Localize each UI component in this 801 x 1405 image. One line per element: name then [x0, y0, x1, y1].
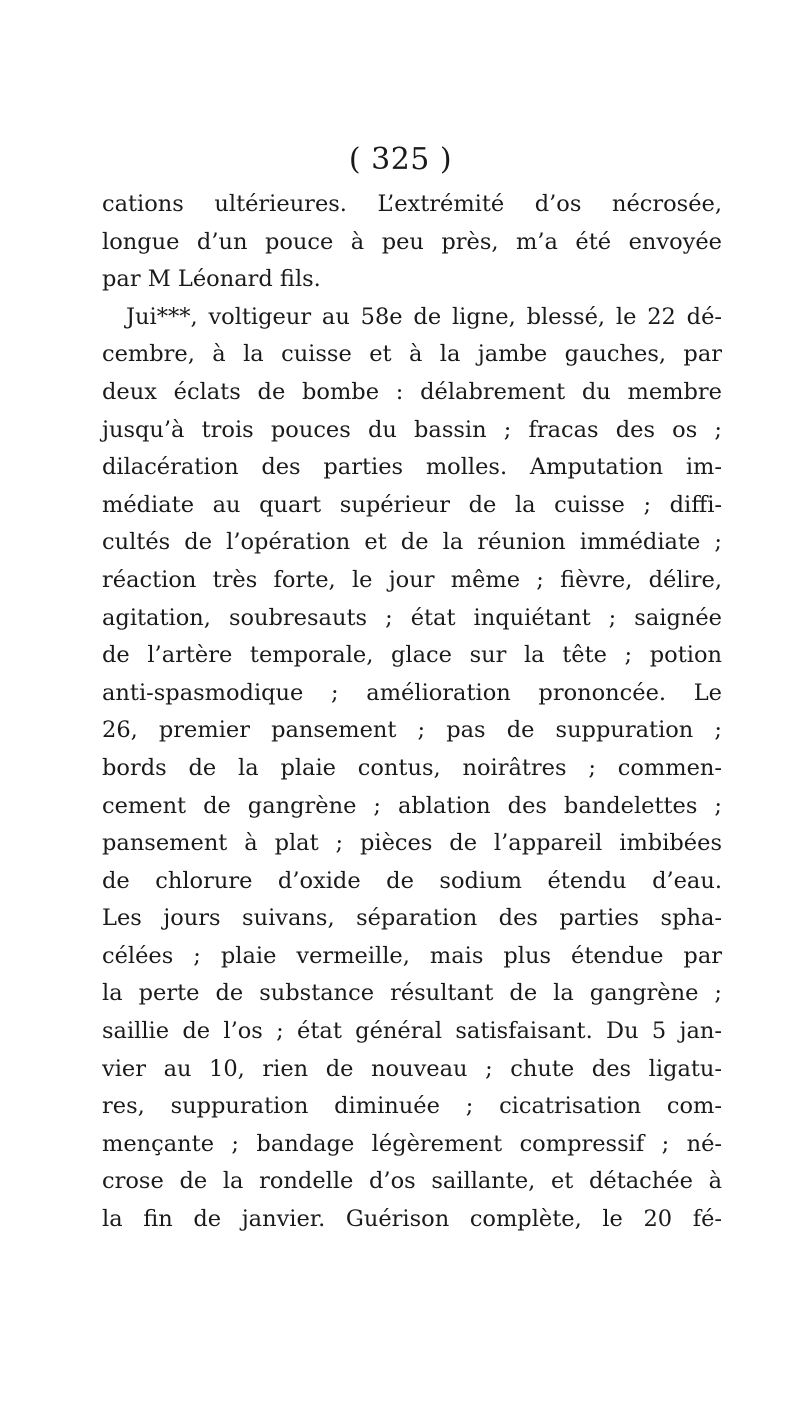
text-line: cembre, à la cuisse et à la jambe gauches, par — [102, 341, 722, 368]
text-line: célées ; plaie vermeille, mais plus étendue par — [102, 942, 722, 969]
text-line: res, suppuration diminuée ; cicatrisation com- — [102, 1093, 722, 1120]
text-line: la perte de substance résultant de la gangrène ; — [102, 980, 722, 1007]
text-line: la fin de janvier. Guérison complète, le 20 fé- — [102, 1206, 722, 1233]
text-line: cement de gangrène ; ablation des bandelettes ; — [102, 792, 722, 819]
text-line: crose de la rondelle d’os saillante, et détachée à — [102, 1168, 722, 1195]
text-line: de l’artère temporale, glace sur la tête ; potion — [102, 642, 722, 669]
text-line: bords de la plaie contus, noirâtres ; commen- — [102, 754, 722, 781]
text-line: dilacération des parties molles. Amputation im- — [102, 454, 722, 481]
text-line: cultés de l’opération et de la réunion immédiate ; — [102, 529, 722, 556]
text-line: 26, premier pansement ; pas de suppuration ; — [102, 717, 722, 744]
text-line: agitation, soubresauts ; état inquiétant ; saignée — [102, 604, 722, 631]
body-text — [102, 186, 722, 1239]
text-line: Les jours suivans, séparation des parties spha- — [102, 905, 722, 932]
text-line: anti-spasmodique ; amélioration prononcée. Le — [102, 679, 722, 706]
text-line: deux éclats de bombe : délabrement du membre — [102, 378, 722, 405]
text-line: réaction très forte, le jour même ; fièvre, délire, — [102, 566, 722, 593]
text-line: pansement à plat ; pièces de l’appareil imbibées — [102, 830, 722, 857]
text-line: saillie de l’os ; état général satisfaisant. Du 5 jan- — [102, 1018, 722, 1045]
text-line: cations ultérieures. L’extrémité d’os nécrosée, — [102, 191, 722, 217]
page-number: ( 325 ) — [348, 142, 453, 177]
text-line: médiate au quart supérieur de la cuisse ; diffi- — [102, 491, 722, 518]
text-line: mençante ; bandage légèrement compressif ; né- — [102, 1130, 722, 1157]
text-line: longue d’un pouce à peu près, m’a été envoyée — [102, 228, 722, 255]
text-line: jusqu’à trois pouces du bassin ; fracas des os ; — [102, 416, 722, 443]
text-line: par M Léonard fils. — [102, 266, 321, 293]
text-line: de chlorure d’oxide de sodium étendu d’eau. — [102, 867, 722, 894]
text-line: vier au 10, rien de nouveau ; chute des ligatu- — [102, 1055, 722, 1082]
paragraph-start-line: Jui***, voltigeur au 58e de ligne, blessé, le 22 dé- — [126, 303, 722, 330]
